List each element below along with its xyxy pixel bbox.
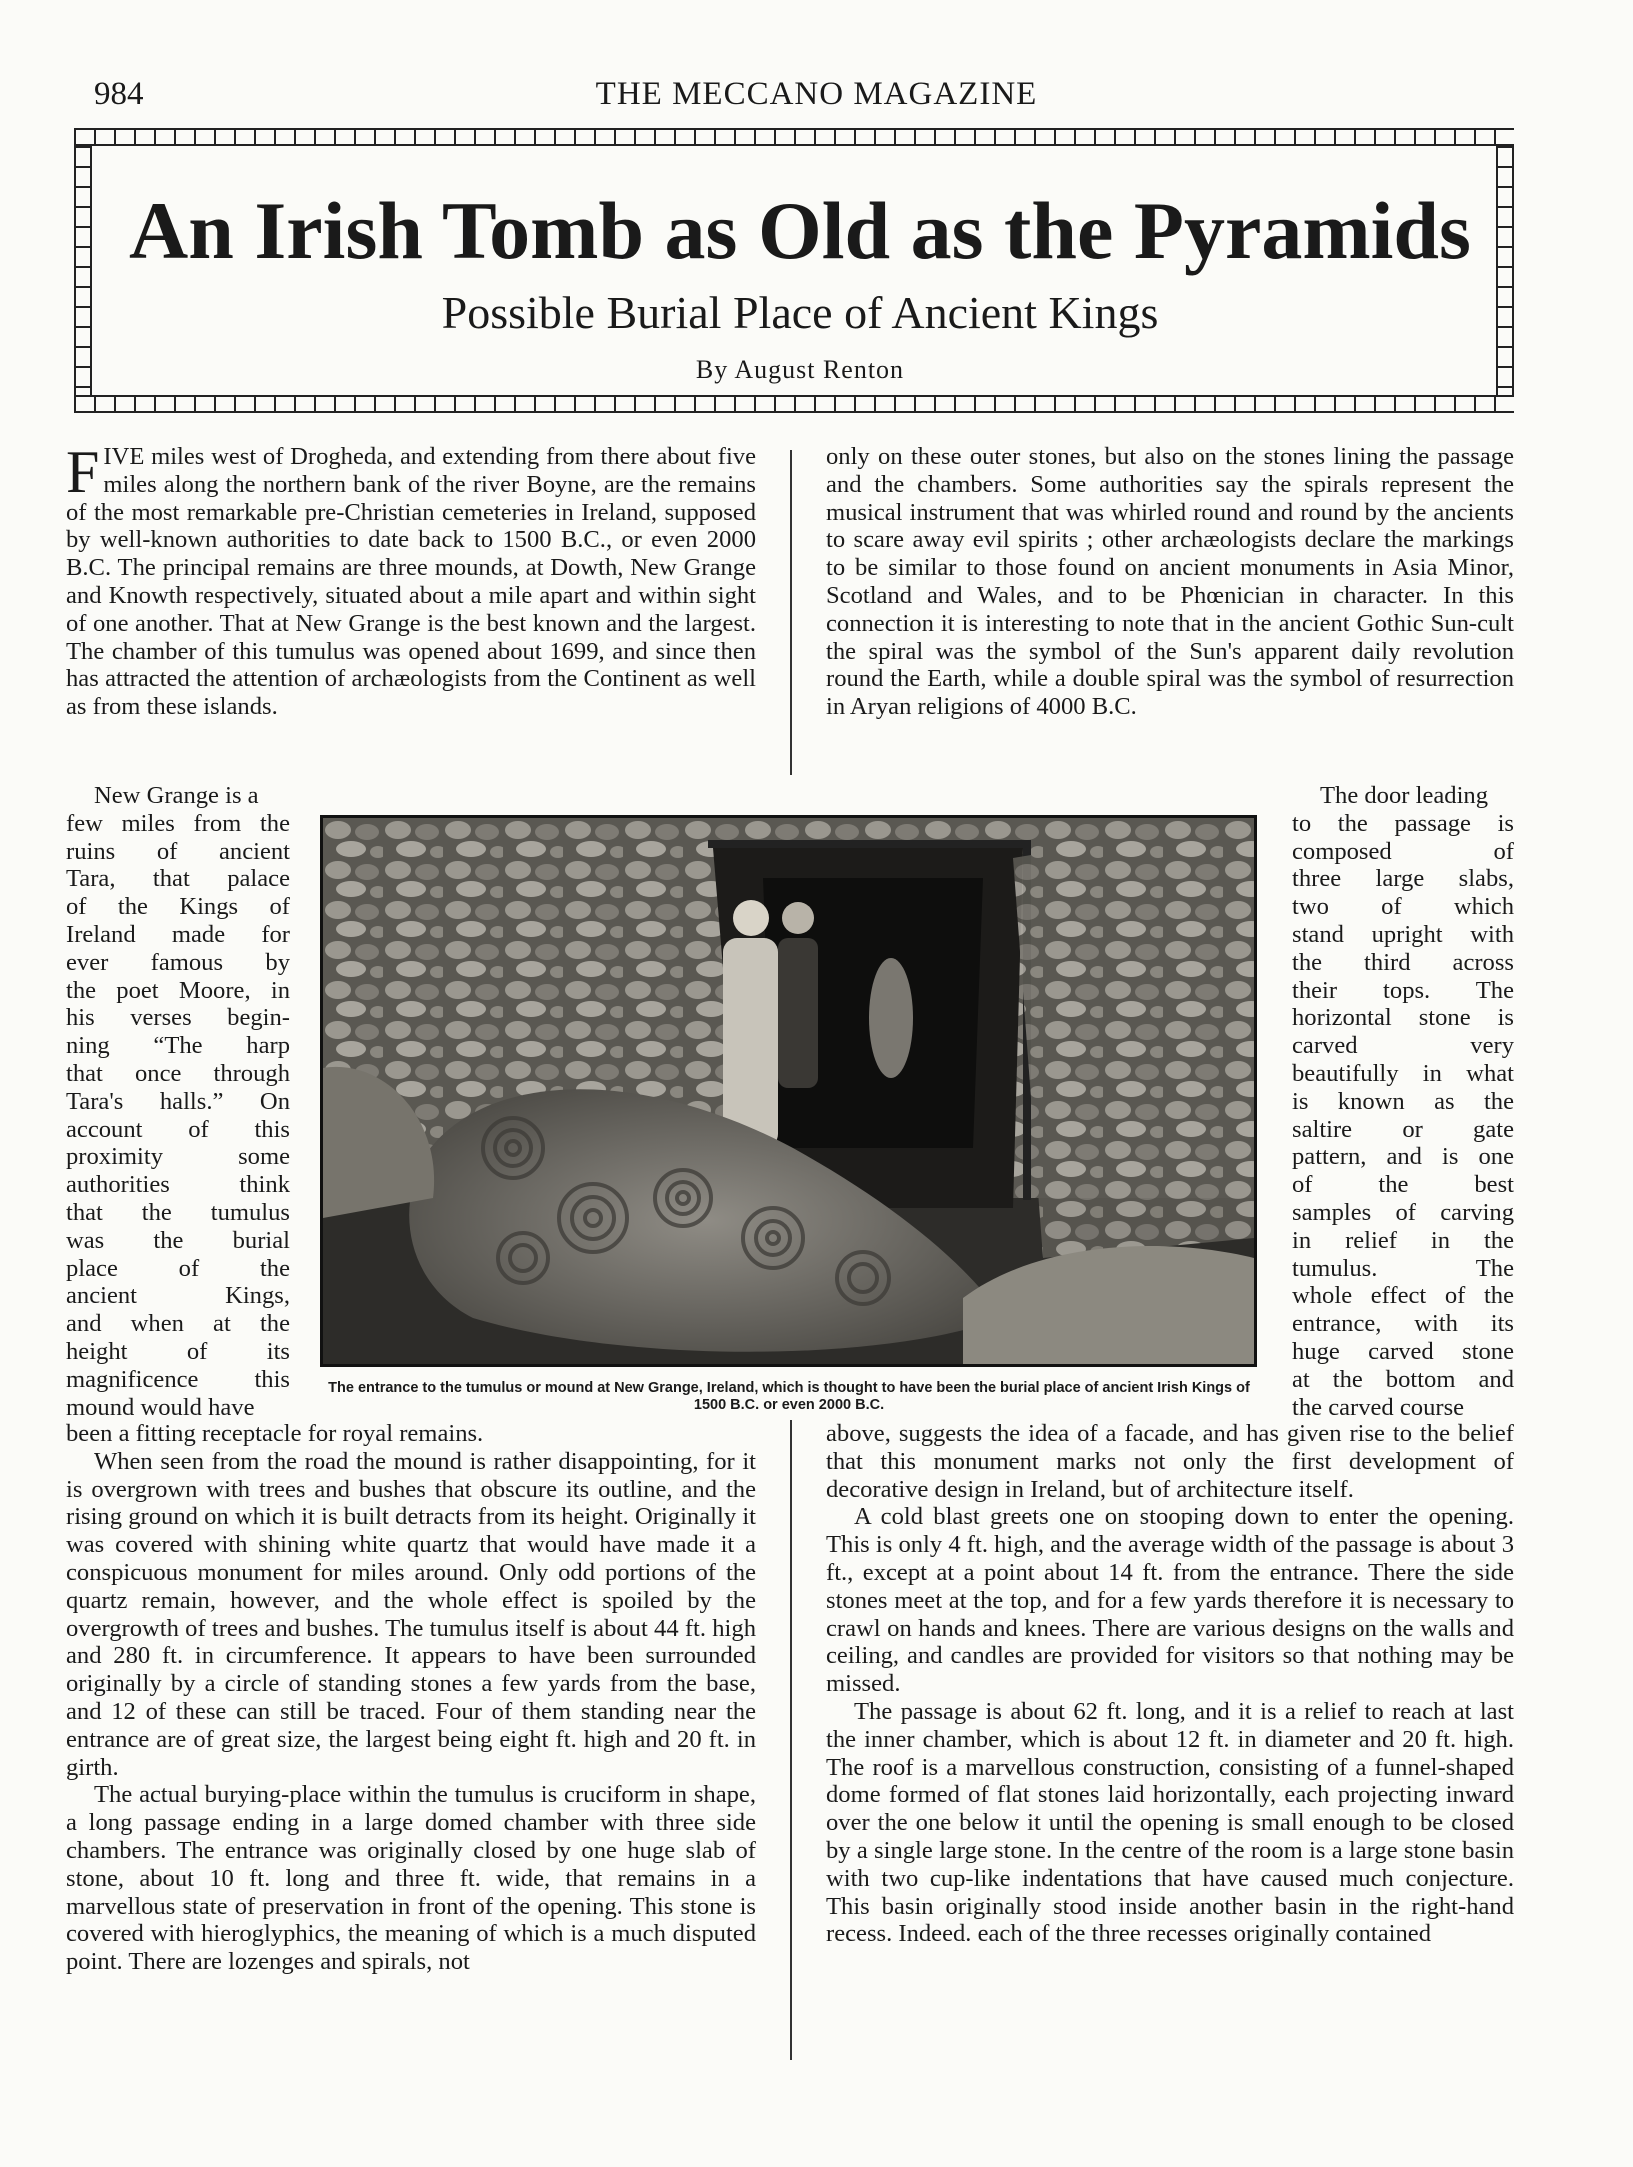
column-1-bottom [66,1420,756,1976]
border-bottom [74,395,1514,413]
column-rule-bottom [790,1420,792,2060]
wrapped-line: is known as the [1292,1087,1514,1115]
wrapped-line: three large slabs, [1292,865,1514,893]
wrapped-line: account of this [66,1115,290,1143]
wrapped-line: magnificence this [66,1365,290,1393]
wrapped-line: the third across [1292,948,1514,976]
wrapped-line: was the burial [66,1226,290,1254]
paragraph: When seen from the road the mound is rather disappointing, for it is overgrown with trees and bushes that obscure its outline, and the rising ground on which it is built detracts from its height. Originally it was covered with shining white quartz that would have made it a conspicuous monument for miles around. Only odd portions of the quartz remain, however, and the whole effect is spoiled by the overgrowth of trees and bushes. The tumulus itself is about 44 ft. high and 280 ft. in circumference. It appears to have been surrounded originally by a circle of standing stones a few yards from the base, and 12 of these can still be traced. Four of them standing near the entrance are of great size, the largest being eight ft. high and 20 ft. in girth. [66,1447,756,1781]
wrapped-line: saltire or gate [1292,1115,1514,1143]
wrapped-line: ning “The harp [66,1032,290,1060]
wrapped-line: at the bottom and [1292,1365,1514,1393]
wrapped-line: that the tumulus [66,1198,290,1226]
wrapped-line: beautifully in what [1292,1059,1514,1087]
wrapped-line: authorities think [66,1171,290,1199]
article-subtitle: Possible Burial Place of Ancient Kings [441,287,1159,338]
wrapped-line: The door leading [1320,782,1489,809]
article-title: An Irish Tomb as Old as the Pyramids [129,185,1471,276]
wrapped-line: two of which [1292,893,1514,921]
wrapped-line: entrance, with its [1292,1310,1514,1338]
wrapped-line: huge carved stone [1292,1337,1514,1365]
paragraph: IVE miles west of Drogheda, and extending from there about five miles along the northern bank of the river Boyne, are the remains of the most remarkable pre-Christian cemeteries in Ireland, supposed by well-known authorities to date back to 1500 B.C., or even 2000 B.C. The principal remains are three mounds, at Dowth, New Grange and Knowth respectively, situated about a mile apart and within sight of one another. That at New Grange is the best known and the largest. The chamber of this tumulus was opened about 1699, and since then has attracted the attention of archæologists from the Continent as well as from these islands. [66,443,756,721]
wrapped-line: the poet Moore, in [66,976,290,1004]
paragraph: The passage is about 62 ft. long, and it is a relief to reach at last the inner chamber, which is about 12 ft. in diameter and 20 ft. high. The roof is a marvellous construction, consisting of a funnel-shaped dome formed of flat stones laid horizontally, each projecting inward over the one below it until the opening is small enough to be closed by a single large stone. In the centre of the room is a large stone basin with two cup-like indentations that have caused much conjecture. This basin originally stood inside another basin in the right-hand recess. Indeed. each of the three recesses originally contained [826,1697,1514,1948]
wrapped-line: Ireland made for [66,920,290,948]
wrapped-line: ruins of ancient [66,837,290,865]
wrapped-line: Tara, that palace [66,865,290,893]
wrapped-line: Tara's halls.” On [66,1087,290,1115]
page-number: 984 [94,76,144,112]
wrapped-line: New Grange is a [94,782,259,809]
wrapped-line: horizontal stone is [1292,1004,1514,1032]
border-top [74,128,1514,146]
wrapped-line: ever famous by [66,948,290,976]
wrapped-line: samples of carving [1292,1198,1514,1226]
wrapped-line: and when at the [66,1310,290,1338]
wrapped-line: mound would have [66,1393,255,1421]
column-1-top [66,439,756,721]
wrapped-line: ancient Kings, [66,1282,290,1310]
wrapped-line: in relief in the [1292,1226,1514,1254]
wrapped-line: that once through [66,1059,290,1087]
wrapped-line: place of the [66,1254,290,1282]
article-byline: By August Renton [695,355,905,384]
column-rule-top [790,450,792,775]
wrapped-line: to the passage is [1292,809,1514,837]
column-2-top [826,443,1514,721]
column-2-bottom [826,1420,1514,1948]
wrapped-line: of the best [1292,1171,1514,1199]
paragraph: been a fitting receptacle for royal remains. [66,1420,484,1447]
tomb-entrance-photo [320,815,1257,1367]
wrapped-line: of the Kings of [66,893,290,921]
wrapped-line: composed of [1292,837,1514,865]
wrapped-line: tumulus. The [1292,1254,1514,1282]
tomb-entrance-illustration [323,818,1254,1364]
wrapped-line: carved very [1292,1032,1514,1060]
border-left [74,146,92,395]
wrapped-line: his verses begin- [66,1004,290,1032]
wrapped-line: few miles from the [66,809,290,837]
drop-cap: F [66,439,100,505]
paragraph: The actual burying-place within the tumulus is cruciform in shape, a long passage ending in a large domed chamber with three side chambers. The entrance was originally closed by one huge slab of stone, about 10 ft. long and three ft. wide, that remains in a marvellous state of preservation in front of the opening. This stone is covered with hieroglyphics, the meaning of which is a much disputed point. There are lozenges and spirals, not [66,1781,756,1976]
magazine-title: THE MECCANO MAGAZINE [595,76,1038,112]
wrap-right [1292,782,1514,1421]
wrapped-line: pattern, and is one [1292,1143,1514,1171]
wrapped-line: the carved course [1292,1393,1465,1421]
paragraph: A cold blast greets one on stooping down to enter the opening. This is only 4 ft. high, and the average width of the passage is about 3 ft., except at a point about 14 ft. from the entrance. There the side stones meet at the top, and for a few yards therefore it is necessary to crawl on hands and knees. There are various designs on the walls and ceiling, and candles are provided for visitors so that nothing may be missed. [826,1503,1514,1698]
photo-caption: The entrance to the tumulus or mound at New Grange, Ireland, which is thought to have been the burial place of ancient Irish Kings of 1500 B.C. or even 2000 B.C. [328,1380,1250,1413]
wrapped-line: height of its [66,1337,290,1365]
wrapped-line: proximity some [66,1143,290,1171]
wrapped-line: their tops. The [1292,976,1514,1004]
wrapped-line: whole effect of the [1292,1282,1514,1310]
wrap-left [66,782,290,1421]
paragraph: above, suggests the idea of a facade, and has given rise to the belief that this monument marks not only the first development of decorative design in Ireland, but of architecture itself. [826,1420,1514,1503]
wrapped-line: stand upright with [1292,920,1514,948]
paragraph: only on these outer stones, but also on the stones lining the passage and the chambers. Some authorities say the spirals represent the musical instrument that was whirled round and round by the ancients to scare away evil spirits ; other archæologists declare the markings to be similar to those found on ancient monuments in Asia Minor, Scotland and Wales, and to be Phœnician in character. In this connection it is interesting to note that in the ancient Gothic Sun-cult the spiral was the symbol of the Sun's apparent daily revolution round the Earth, while a double spiral was the symbol of resurrection in Aryan religions of 4000 B.C. [826,443,1514,721]
